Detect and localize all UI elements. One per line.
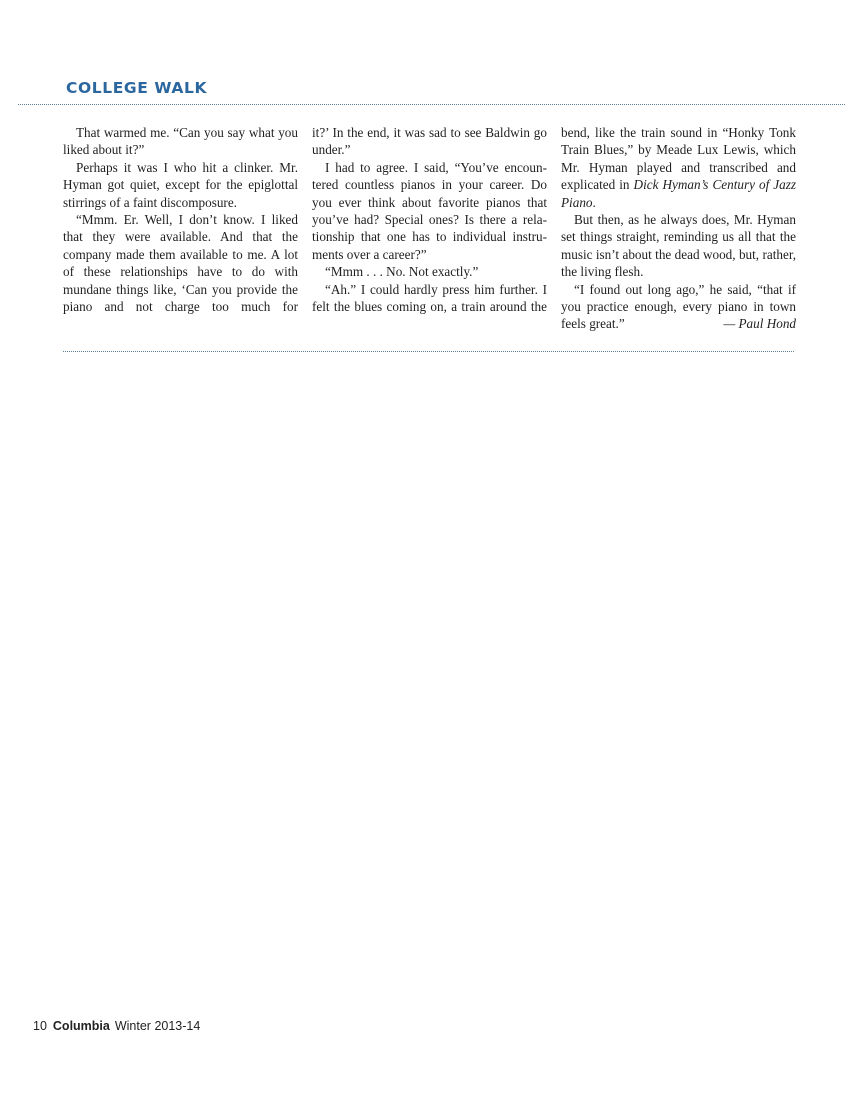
- paragraph: That warmed me. “Can you say what you liked about it?”: [63, 125, 298, 158]
- section-title: COLLEGE WALK: [66, 79, 208, 97]
- author-signature: — Paul Hond: [723, 316, 796, 332]
- paragraph: I had to agree. I said, “You’ve encountered countless pianos in your career. Do you ever think about favorite pianos that you’ve had? Special ones? Is there a relationship that one has to individual instruments over a career?”: [312, 159, 547, 262]
- paragraph-text: bend, like the train sound in “Honky Tonk Train Blues,” by Meade Lux Lewis, which Mr. Hyman played and transcribed and explicated in: [561, 125, 796, 193]
- book-title: Dick Hyman’s Century of Jazz Piano: [561, 177, 796, 210]
- paragraph: [561, 281, 796, 333]
- article-column-3: [561, 124, 796, 333]
- article-column-1: [63, 124, 298, 315]
- paragraph: Perhaps it was I who hit a clinker. Mr. Hyman got quiet, except for the epiglottal stirrings of a faint discomposure.: [63, 159, 298, 210]
- paragraph: “Ah.” I could hardly press him further. I felt the blues coming on, a train around the: [312, 281, 547, 315]
- paragraph: “Mmm. Er. Well, I don’t know. I liked that they were available. And that the company made them available to me. A lot of these relationships have to do with mundane things like, ‘Can you provide the piano and not charge too much for: [63, 212, 298, 315]
- page-footer: [33, 1019, 200, 1033]
- paragraph: “Mmm . . . No. Not exactly.”: [325, 264, 479, 280]
- publication-name: Columbia: [52, 1019, 110, 1033]
- issue-date: Winter 2013-14: [114, 1019, 201, 1033]
- top-dotted-divider: [18, 104, 845, 105]
- article-column-2: [312, 124, 547, 315]
- bottom-dotted-divider: [63, 351, 794, 352]
- paragraph-text: “I found out long ago,” he said, “that if you practice enough, every piano in town feels great.”: [561, 281, 796, 332]
- paragraph: [561, 124, 796, 211]
- paragraph: But then, as he always does, Mr. Hyman set things straight, reminding us all that the music isn’t about the dead wood, but, rather, the living flesh.: [561, 212, 796, 280]
- paragraph-text: .: [592, 194, 596, 210]
- page-number: 10: [33, 1019, 47, 1033]
- paragraph: it?’ In the end, it was sad to see Baldwin go under.”: [312, 125, 547, 158]
